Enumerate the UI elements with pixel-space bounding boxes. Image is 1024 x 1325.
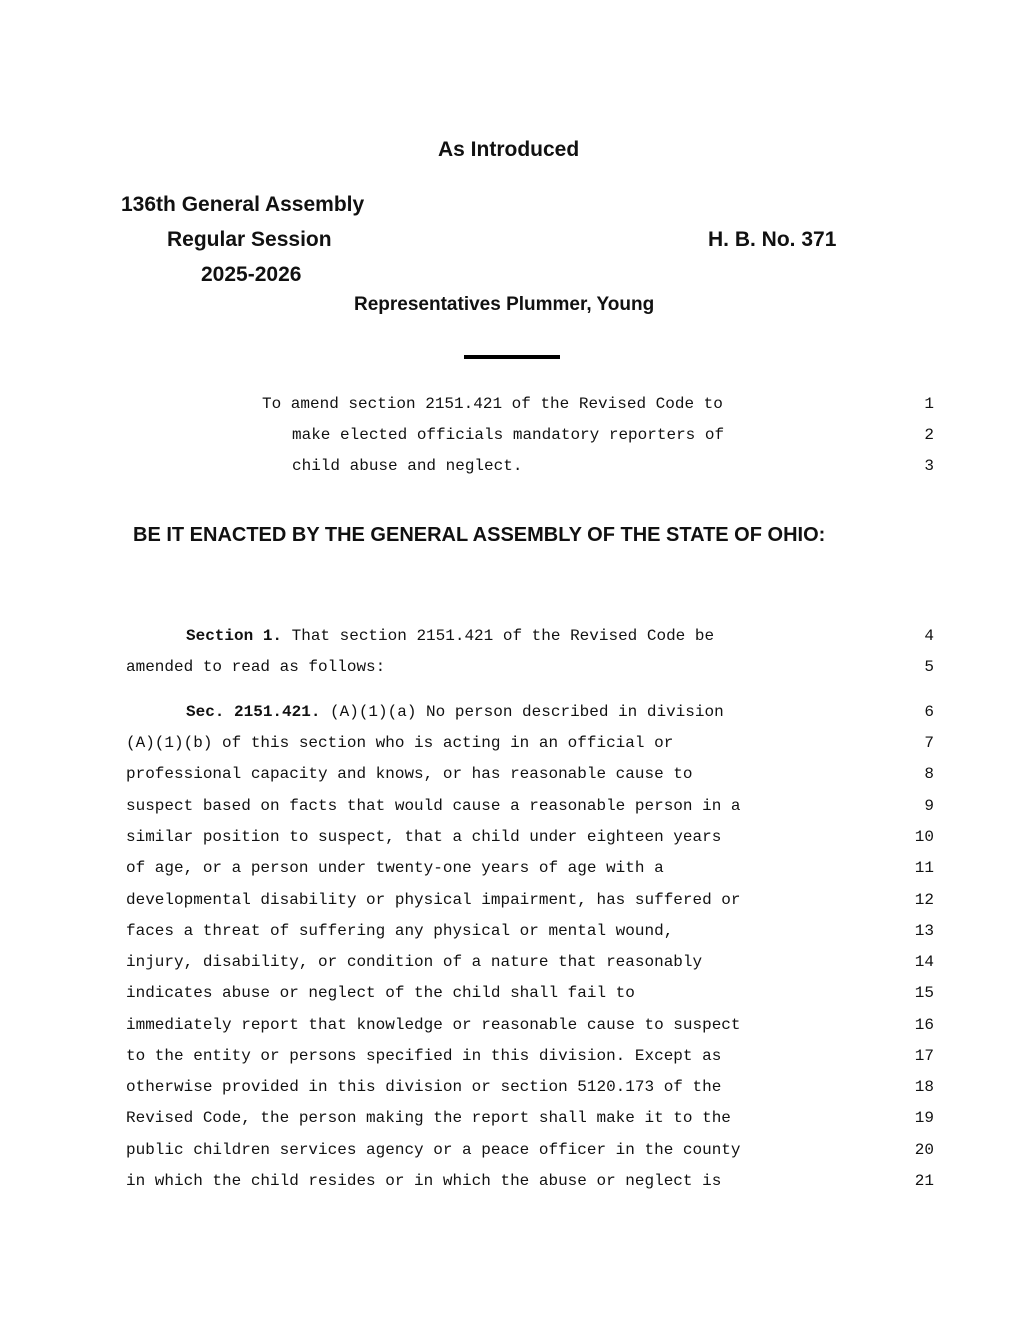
sec-line: public children services agency or a peace officer in the county	[126, 1141, 741, 1159]
sec-line: professional capacity and knows, or has reasonable cause to	[126, 765, 693, 783]
sec-line: suspect based on facts that would cause a reasonable person in a	[126, 797, 741, 815]
line-number: 8	[924, 765, 934, 783]
sec-line: otherwise provided in this division or section 5120.173 of the	[126, 1078, 722, 1096]
line-number: 16	[914, 1016, 934, 1034]
general-assembly: 136th General Assembly	[121, 193, 365, 216]
line-number: 14	[914, 953, 934, 971]
sec-text: (A)(1)(a) No person described in division	[320, 703, 724, 721]
sec-line: developmental disability or physical impairment, has suffered or	[126, 891, 741, 909]
line-number: 12	[914, 891, 934, 909]
line-number: 15	[914, 984, 934, 1002]
line-number: 20	[914, 1141, 934, 1159]
line-number: 7	[924, 734, 934, 752]
line-number: 6	[924, 703, 934, 721]
line-number: 21	[914, 1172, 934, 1190]
sec-line: of age, or a person under twenty-one years of age with a	[126, 859, 664, 877]
session-label: Regular Session	[167, 228, 332, 251]
bill-status: As Introduced	[438, 138, 580, 161]
line-number: 18	[914, 1078, 934, 1096]
sec-line: similar position to suspect, that a child under eighteen years	[126, 828, 722, 846]
section-1-line: amended to read as follows:	[126, 658, 386, 676]
line-number: 4	[924, 627, 934, 645]
sec-line: indicates abuse or neglect of the child shall fail to	[126, 984, 635, 1002]
sec-line: faces a threat of suffering any physical or mental wound,	[126, 922, 674, 940]
section-1-line	[186, 628, 714, 644]
sec-line: Revised Code, the person making the report shall make it to the	[126, 1109, 731, 1127]
line-number: 17	[914, 1047, 934, 1065]
line-number: 19	[914, 1109, 934, 1127]
section-1-text: That section 2151.421 of the Revised Code be	[282, 627, 715, 645]
title-line: make elected officials mandatory reporters of	[292, 426, 725, 444]
enacting-clause: BE IT ENACTED BY THE GENERAL ASSEMBLY OF THE STATE OF OHIO:	[133, 524, 826, 546]
line-number: 10	[914, 828, 934, 846]
title-line: child abuse and neglect.	[292, 457, 523, 475]
sec-line: immediately report that knowledge or reasonable cause to suspect	[126, 1016, 741, 1034]
title-line: To amend section 2151.421 of the Revised Code to	[262, 395, 723, 413]
line-number: 2	[924, 426, 934, 444]
sec-line: in which the child resides or in which the abuse or neglect is	[126, 1172, 722, 1190]
line-number: 3	[924, 457, 934, 475]
line-number: 1	[924, 395, 934, 413]
line-number: 5	[924, 658, 934, 676]
sec-line: (A)(1)(b) of this section who is acting in an official or	[126, 734, 674, 752]
sec-line: to the entity or persons specified in this division. Except as	[126, 1047, 722, 1065]
section-1-label: Section 1.	[186, 627, 283, 645]
sec-label: Sec. 2151.421.	[186, 703, 321, 721]
line-number: 9	[924, 797, 934, 815]
sec-line: injury, disability, or condition of a nature that reasonably	[126, 953, 703, 971]
bill-sponsors: Representatives Plummer, Young	[354, 294, 655, 315]
line-number: 11	[914, 859, 934, 877]
sec-line	[186, 704, 724, 720]
bill-number: H. B. No. 371	[708, 228, 837, 251]
header-divider	[464, 355, 560, 359]
session-years: 2025-2026	[201, 263, 302, 286]
line-number: 13	[914, 922, 934, 940]
